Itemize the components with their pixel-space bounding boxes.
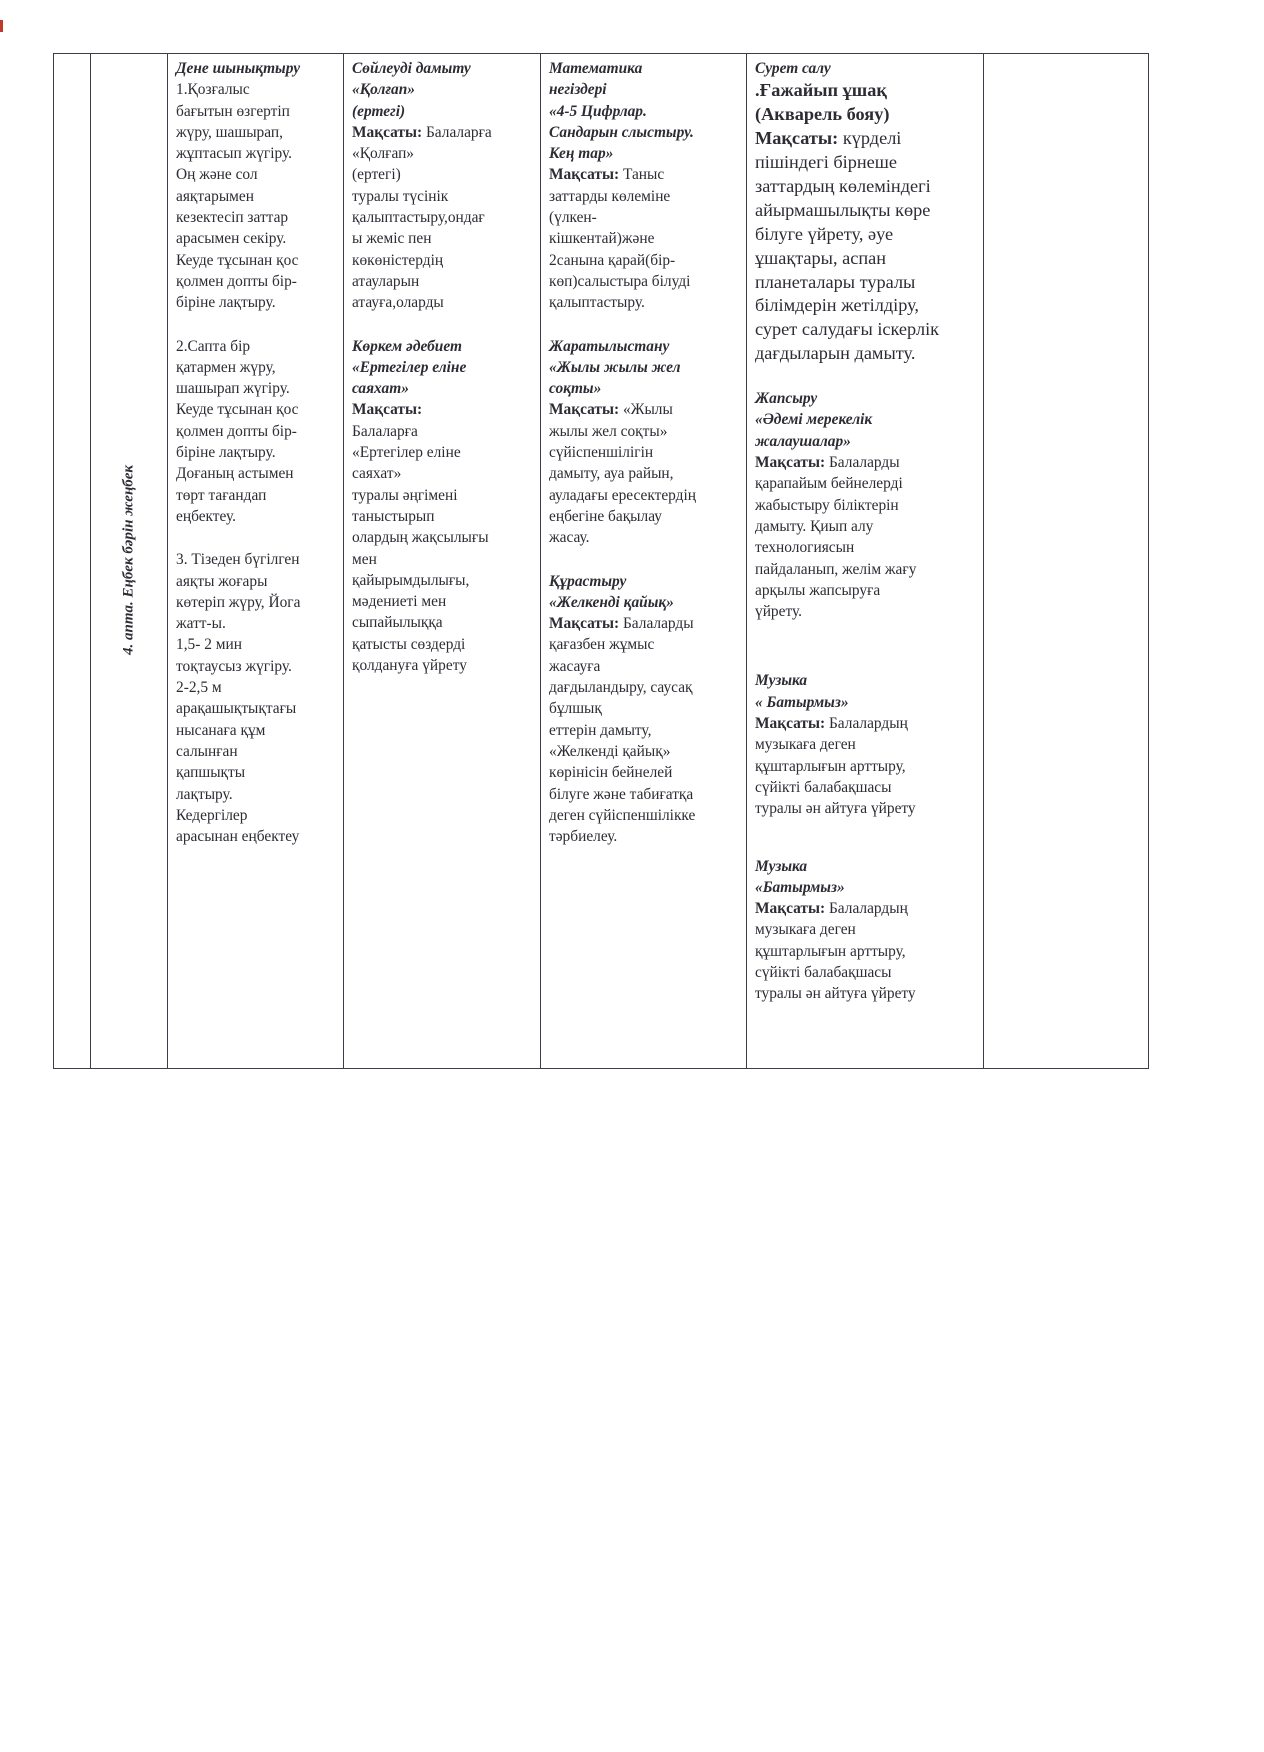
speech-goal-label: Мақсаты: (352, 123, 423, 141)
art-goal-label: Мақсаты: (755, 128, 839, 149)
music-1-subject: Музыка « Батырмыз» (755, 672, 849, 711)
applique-subject: Жапсыру «Әдемі мерекелік жалаушалар» (755, 390, 873, 450)
math-goal (549, 164, 740, 313)
pe-part-2: 2.Сапта бір қатармен жүру, шашырап жүгіру. Кеуде тұсынан қос қолмен допты бір- біріне лақтыру. Доғаның астымен төрт тағандап еңбектеу. (176, 337, 299, 525)
speech-subject: Сөйлеуді дамыту «Қолғап» (ертегі) (352, 60, 471, 120)
music-1-goal-label: Мақсаты: (755, 715, 826, 733)
nature-goal-text: «Жылы жылы жел соқты» сүйіспеншілігін дамыту, ауа райын, ауладағы ересектердің еңбегіне бақылау жасау. (549, 401, 696, 547)
literature-subject: Көркем әдебиет «Ертегілер еліне саяхат» (352, 337, 467, 398)
art-cell (747, 54, 984, 1069)
applique-goal-text: Балаларды қарапайым бейнелерді жабыстыру біліктерін дамыту. Қиып алу технологиясын пайдаланып, желім жағу арқылы жапсыруға үйрету. (755, 454, 917, 621)
weekly-plan-table (53, 53, 1149, 1069)
art-subject: Сурет салу (755, 60, 831, 77)
empty-last-column (984, 54, 1149, 1069)
music-2-goal-text: Балалардың музыкаға деген құштарлығын арттыру, сүйікті балабақшасы туралы ән айтуға үйрету (755, 900, 916, 1003)
music-2-subject: Музыка «Батырмыз» (755, 857, 845, 896)
week-column (91, 54, 168, 1069)
music-2-goal (755, 898, 977, 1004)
literature-goal (352, 399, 534, 676)
music-1-goal (755, 713, 977, 819)
nature-goal (549, 399, 740, 548)
construction-goal-text: Балаларды қағазбен жұмыс жасауға дағдыландыру, саусақ бұлшық еттерін дамыту, «Желкенді қайық» көрінісін бейнелей білуге және табиғатқа деген сүйіспеншілікке тәрбиелеу. (549, 615, 696, 846)
music-1-goal-text: Балалардың музыкаға деген құштарлығын арттыру, сүйікті балабақшасы туралы ән айтуға үйрету (755, 715, 916, 818)
art-goal-text: күрделі пішіндегі бірнеше заттардың көлеміндегі айырмашылықты көре білуге үйрету, әуе ұшақтары, аспан планеталары туралы білімдерін жетілдіру, сурет салудағы іскерлік дағдыларын дамыту. (755, 128, 940, 364)
speech-goal-text: Балаларға «Қолғап» (ертегі) туралы түсінік қалыптастыру,ондағ ы жеміс пен көкөністердің атауларын атауға,оларды (352, 123, 492, 312)
literature-goal-text: Балаларға «Ертегілер еліне саяхат» туралы әңгімені таныстырып олардың жақсылығы мен қайырымдылығы, мәдениеті мен сыпайылыққа қатысты сөздерді қолдануға үйрету (352, 422, 489, 675)
speech-goal (352, 122, 534, 314)
week-label: 4. апта. Еңбек бәрін жеңбек (120, 464, 137, 656)
mathematics-cell (541, 54, 747, 1069)
physical-education-cell (168, 54, 344, 1069)
pe-part-3: 3. Тізеден бүгілген аяқты жоғары көтеріп жүру, Йога жатт-ы. 1,5- 2 мин тоқтаусыз жүгіру. 2-2,5 м арақашықтықтағы нысанаға құм салынған қапшықты лақтыру. Кедергілер арасынан еңбектеу (176, 551, 301, 846)
construction-goal-label: Мақсаты: (549, 615, 620, 633)
scan-mark (0, 20, 3, 32)
applique-goal (755, 452, 977, 622)
math-goal-label: Мақсаты: (549, 166, 620, 184)
construction-subject: Құрастыру «Желкенді қайық» (549, 572, 674, 611)
math-goal-text: Таныс заттарды көлеміне (үлкен- кішкентай)және 2санына қарай(бір- көп)салыстыра білуді қалыптастыру. (549, 166, 691, 312)
nature-subject: Жаратылыстану «Жылы жылы жел соқты» (549, 337, 681, 398)
pe-part-1: 1.Қозғалыс бағытын өзгертіп жүру, шашырап, жұптасып жүгіру. Оң және сол аяқтарымен кезектесіп заттар арасымен секіру. Кеуде тұсынан қос қолмен допты бір- біріне лақтыру. (176, 81, 299, 312)
music-2-goal-label: Мақсаты: (755, 900, 826, 918)
nature-goal-label: Мақсаты: (549, 401, 620, 419)
applique-goal-label: Мақсаты: (755, 454, 826, 472)
pe-subject: Дене шынықтыру (176, 60, 301, 77)
blank-margin-column (54, 54, 91, 1069)
art-topic: .Ғажайып ұшақ (Акварель бояу) (755, 80, 890, 125)
literature-goal-label: Мақсаты: (352, 401, 423, 419)
art-goal (755, 127, 977, 366)
construction-goal (549, 613, 740, 847)
math-subject: Математика негіздері «4-5 Цифрлар. Сандарын слыстыру. Кең тар» (549, 60, 694, 163)
speech-development-cell (344, 54, 541, 1069)
